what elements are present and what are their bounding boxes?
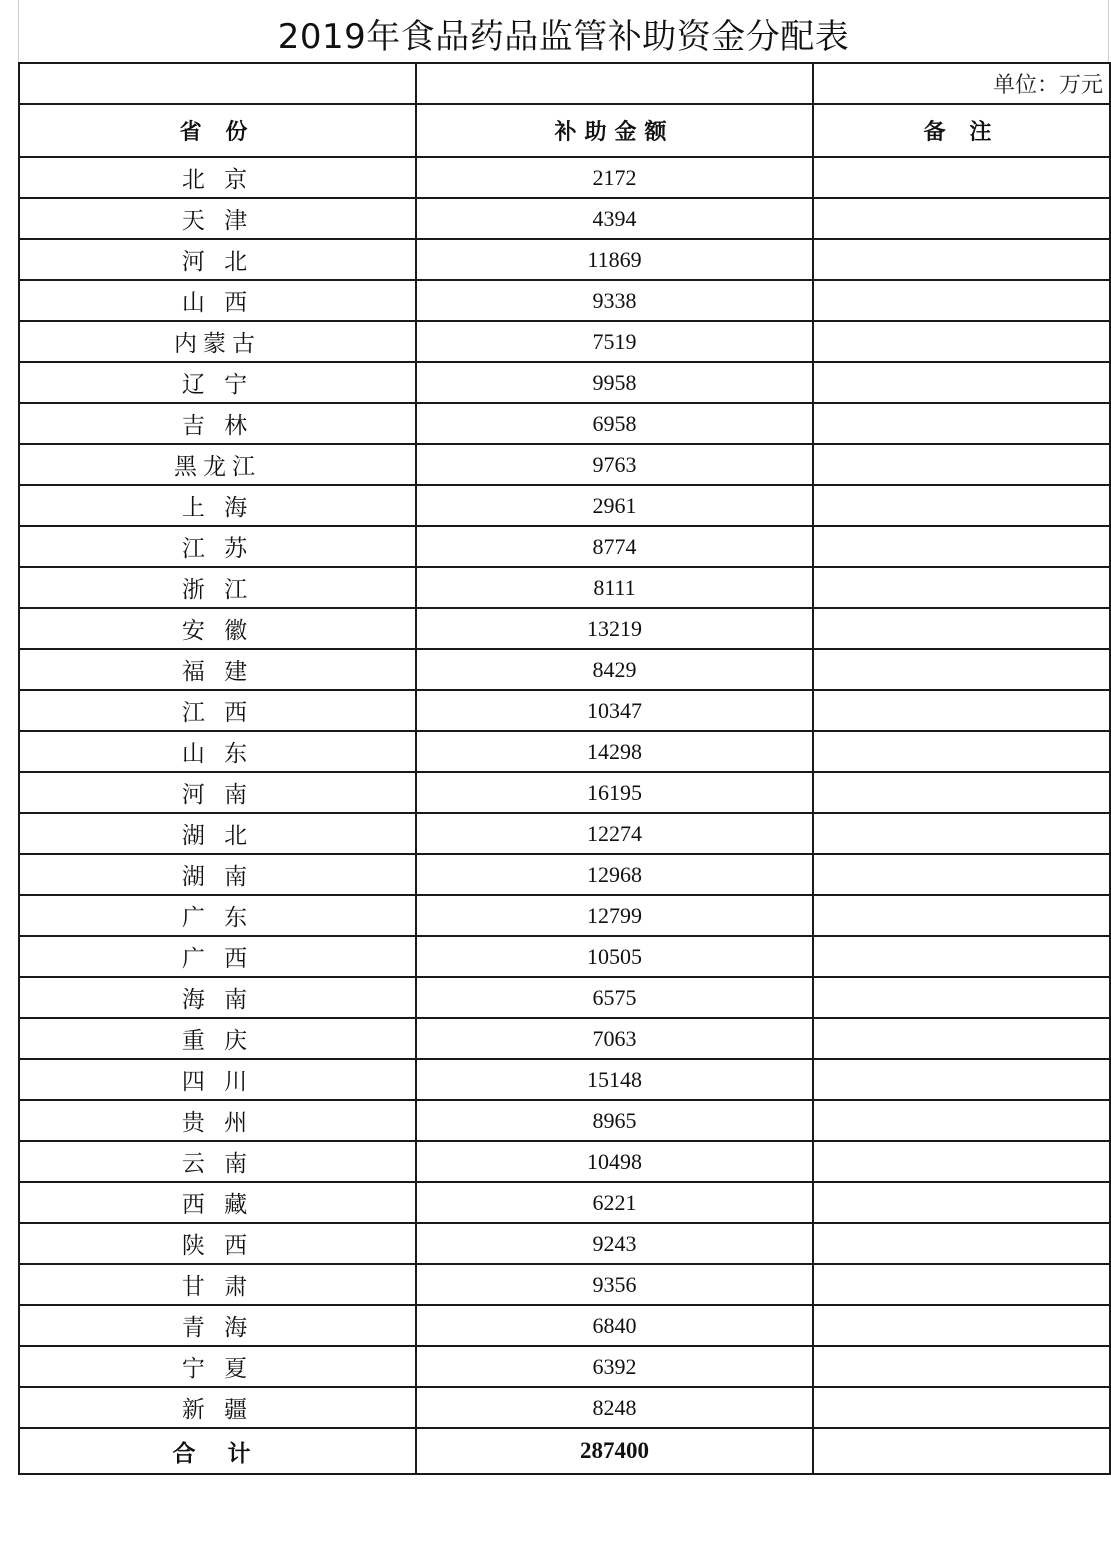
- province-cell: 贵 州: [19, 1100, 416, 1141]
- table-row: [19, 239, 1110, 280]
- amount-cell: 10505: [416, 936, 813, 977]
- remark-cell: [813, 608, 1110, 649]
- amount-cell: 14298: [416, 731, 813, 772]
- table-row: [19, 444, 1110, 485]
- remark-cell: [813, 854, 1110, 895]
- amount-cell: 7063: [416, 1018, 813, 1059]
- amount-cell: 8774: [416, 526, 813, 567]
- province-cell: 天 津: [19, 198, 416, 239]
- remark-cell: [813, 403, 1110, 444]
- remark-cell: [813, 280, 1110, 321]
- table-row: [19, 1100, 1110, 1141]
- table-row: [19, 731, 1110, 772]
- amount-cell: 9338: [416, 280, 813, 321]
- province-cell: 江 苏: [19, 526, 416, 567]
- province-cell: 广 东: [19, 895, 416, 936]
- total-amount: 287400: [416, 1428, 813, 1474]
- amount-cell: 12274: [416, 813, 813, 854]
- amount-cell: 6221: [416, 1182, 813, 1223]
- amount-cell: 2961: [416, 485, 813, 526]
- column-header-amount: 补助金额: [416, 104, 813, 157]
- amount-cell: 6958: [416, 403, 813, 444]
- province-cell: 湖 南: [19, 854, 416, 895]
- amount-cell: 6840: [416, 1305, 813, 1346]
- table-row: [19, 157, 1110, 198]
- unit-label: 单位：万元: [813, 63, 1110, 104]
- total-remark: [813, 1428, 1110, 1474]
- table-body: [19, 63, 1110, 1474]
- remark-cell: [813, 1305, 1110, 1346]
- remark-cell: [813, 813, 1110, 854]
- amount-cell: 8429: [416, 649, 813, 690]
- remark-cell: [813, 895, 1110, 936]
- unit-row: [19, 63, 1110, 104]
- table-row: [19, 690, 1110, 731]
- header-row: [19, 104, 1110, 157]
- amount-cell: 10347: [416, 690, 813, 731]
- amount-cell: 10498: [416, 1141, 813, 1182]
- province-cell: 浙 江: [19, 567, 416, 608]
- amount-cell: 8111: [416, 567, 813, 608]
- remark-cell: [813, 362, 1110, 403]
- remark-cell: [813, 731, 1110, 772]
- province-cell: 山 西: [19, 280, 416, 321]
- province-cell: 海 南: [19, 977, 416, 1018]
- province-cell: 四 川: [19, 1059, 416, 1100]
- total-row: [19, 1428, 1110, 1474]
- amount-cell: 9243: [416, 1223, 813, 1264]
- column-header-province: 省 份: [19, 104, 416, 157]
- remark-cell: [813, 1141, 1110, 1182]
- province-cell: 新 疆: [19, 1387, 416, 1428]
- remark-cell: [813, 321, 1110, 362]
- remark-cell: [813, 567, 1110, 608]
- remark-cell: [813, 485, 1110, 526]
- remark-cell: [813, 1018, 1110, 1059]
- amount-cell: 9763: [416, 444, 813, 485]
- province-cell: 西 藏: [19, 1182, 416, 1223]
- table-row: [19, 280, 1110, 321]
- table-row: [19, 772, 1110, 813]
- remark-cell: [813, 1223, 1110, 1264]
- amount-cell: 2172: [416, 157, 813, 198]
- amount-cell: 4394: [416, 198, 813, 239]
- remark-cell: [813, 690, 1110, 731]
- province-cell: 云 南: [19, 1141, 416, 1182]
- remark-cell: [813, 936, 1110, 977]
- table-row: [19, 403, 1110, 444]
- table-row: [19, 1182, 1110, 1223]
- remark-cell: [813, 977, 1110, 1018]
- remark-cell: [813, 1182, 1110, 1223]
- amount-cell: 12968: [416, 854, 813, 895]
- table-row: [19, 936, 1110, 977]
- table-row: [19, 813, 1110, 854]
- remark-cell: [813, 526, 1110, 567]
- table-row: [19, 977, 1110, 1018]
- title-box: [18, 0, 1109, 62]
- province-cell: 黑龙江: [19, 444, 416, 485]
- province-cell: 河 北: [19, 239, 416, 280]
- table-row: [19, 1305, 1110, 1346]
- remark-cell: [813, 198, 1110, 239]
- province-cell: 北 京: [19, 157, 416, 198]
- allocation-table: [18, 62, 1111, 1475]
- amount-cell: 6575: [416, 977, 813, 1018]
- province-cell: 河 南: [19, 772, 416, 813]
- province-cell: 重 庆: [19, 1018, 416, 1059]
- remark-cell: [813, 772, 1110, 813]
- remark-cell: [813, 1100, 1110, 1141]
- table-row: [19, 567, 1110, 608]
- province-cell: 青 海: [19, 1305, 416, 1346]
- amount-cell: 9356: [416, 1264, 813, 1305]
- table-row: [19, 1141, 1110, 1182]
- province-cell: 宁 夏: [19, 1346, 416, 1387]
- table-row: [19, 1223, 1110, 1264]
- table-row: [19, 1346, 1110, 1387]
- province-cell: 上 海: [19, 485, 416, 526]
- table-row: [19, 526, 1110, 567]
- province-cell: 广 西: [19, 936, 416, 977]
- table-row: [19, 1264, 1110, 1305]
- amount-cell: 8248: [416, 1387, 813, 1428]
- remark-cell: [813, 157, 1110, 198]
- unit-row-empty-cell: [19, 63, 416, 104]
- province-cell: 内蒙古: [19, 321, 416, 362]
- unit-row-empty-cell: [416, 63, 813, 104]
- province-cell: 江 西: [19, 690, 416, 731]
- amount-cell: 13219: [416, 608, 813, 649]
- table-row: [19, 321, 1110, 362]
- table-row: [19, 1059, 1110, 1100]
- remark-cell: [813, 649, 1110, 690]
- remark-cell: [813, 444, 1110, 485]
- table-row: [19, 362, 1110, 403]
- column-header-remark: 备 注: [813, 104, 1110, 157]
- remark-cell: [813, 1059, 1110, 1100]
- province-cell: 山 东: [19, 731, 416, 772]
- table-row: [19, 649, 1110, 690]
- table-row: [19, 895, 1110, 936]
- province-cell: 吉 林: [19, 403, 416, 444]
- page-title: 2019年食品药品监管补助资金分配表: [277, 16, 850, 57]
- amount-cell: 9958: [416, 362, 813, 403]
- table-row: [19, 854, 1110, 895]
- province-cell: 甘 肃: [19, 1264, 416, 1305]
- total-label: 合 计: [19, 1428, 416, 1474]
- table-row: [19, 198, 1110, 239]
- amount-cell: 15148: [416, 1059, 813, 1100]
- table-row: [19, 608, 1110, 649]
- remark-cell: [813, 1346, 1110, 1387]
- province-cell: 陕 西: [19, 1223, 416, 1264]
- remark-cell: [813, 1387, 1110, 1428]
- amount-cell: 8965: [416, 1100, 813, 1141]
- province-cell: 安 徽: [19, 608, 416, 649]
- amount-cell: 16195: [416, 772, 813, 813]
- province-cell: 辽 宁: [19, 362, 416, 403]
- remark-cell: [813, 1264, 1110, 1305]
- table-row: [19, 485, 1110, 526]
- province-cell: 湖 北: [19, 813, 416, 854]
- amount-cell: 11869: [416, 239, 813, 280]
- remark-cell: [813, 239, 1110, 280]
- table-row: [19, 1018, 1110, 1059]
- amount-cell: 7519: [416, 321, 813, 362]
- amount-cell: 6392: [416, 1346, 813, 1387]
- province-cell: 福 建: [19, 649, 416, 690]
- table-row: [19, 1387, 1110, 1428]
- amount-cell: 12799: [416, 895, 813, 936]
